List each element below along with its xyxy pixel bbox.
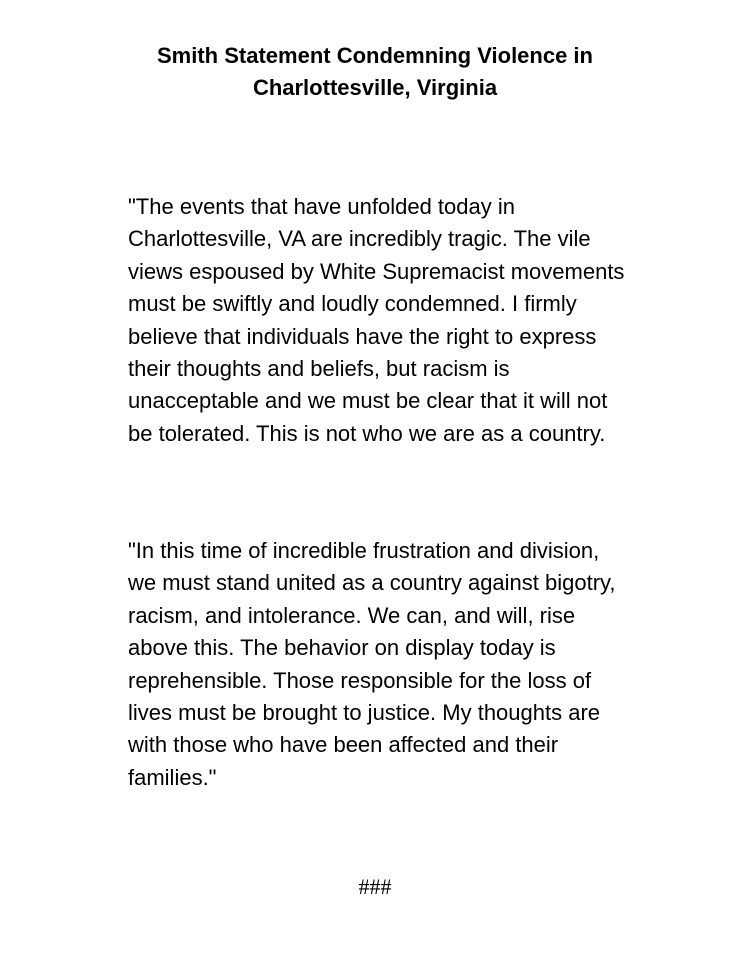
statement-title (100, 40, 650, 104)
statement-paragraph-2 (128, 535, 728, 794)
title-line: Charlottesville, Virginia (252, 75, 498, 100)
paragraph-line: racism, and intolerance. We can, and will, rise (128, 602, 576, 628)
paragraph-line: their thoughts and beliefs, but racism is (128, 356, 510, 382)
statement-paragraph-1 (128, 191, 728, 450)
title-line: Smith Statement Condemning Violence in (157, 43, 593, 68)
paragraph-line: "The events that have unfolded today in (128, 194, 515, 219)
paragraph-line: with those who have been affected and their (128, 732, 559, 758)
paragraph-line: views espoused by White Supremacist movements (128, 258, 625, 284)
paragraph-line: "In this time of incredible frustration and division, (128, 538, 600, 563)
paragraph-line: Charlottesville, VA are incredibly tragic. The vile (128, 226, 591, 252)
paragraph-line: must be swiftly and loudly condemned. I firmly (128, 291, 577, 317)
paragraph-line: families." (128, 764, 217, 790)
paragraph-line: we must stand united as a country against bigotry, (128, 570, 616, 596)
paragraph-line: above this. The behavior on display today is (128, 635, 556, 661)
paragraph-line: lives must be brought to justice. My thoughts are (128, 700, 601, 726)
paragraph-line: be tolerated. This is not who we are as a country. (128, 420, 606, 446)
paragraph-line: believe that individuals have the right to express (128, 323, 597, 349)
paragraph-line: unacceptable and we must be clear that it will not (128, 388, 608, 414)
end-of-release-mark: ### (358, 874, 392, 899)
paragraph-line: reprehensible. Those responsible for the loss of (128, 667, 592, 693)
